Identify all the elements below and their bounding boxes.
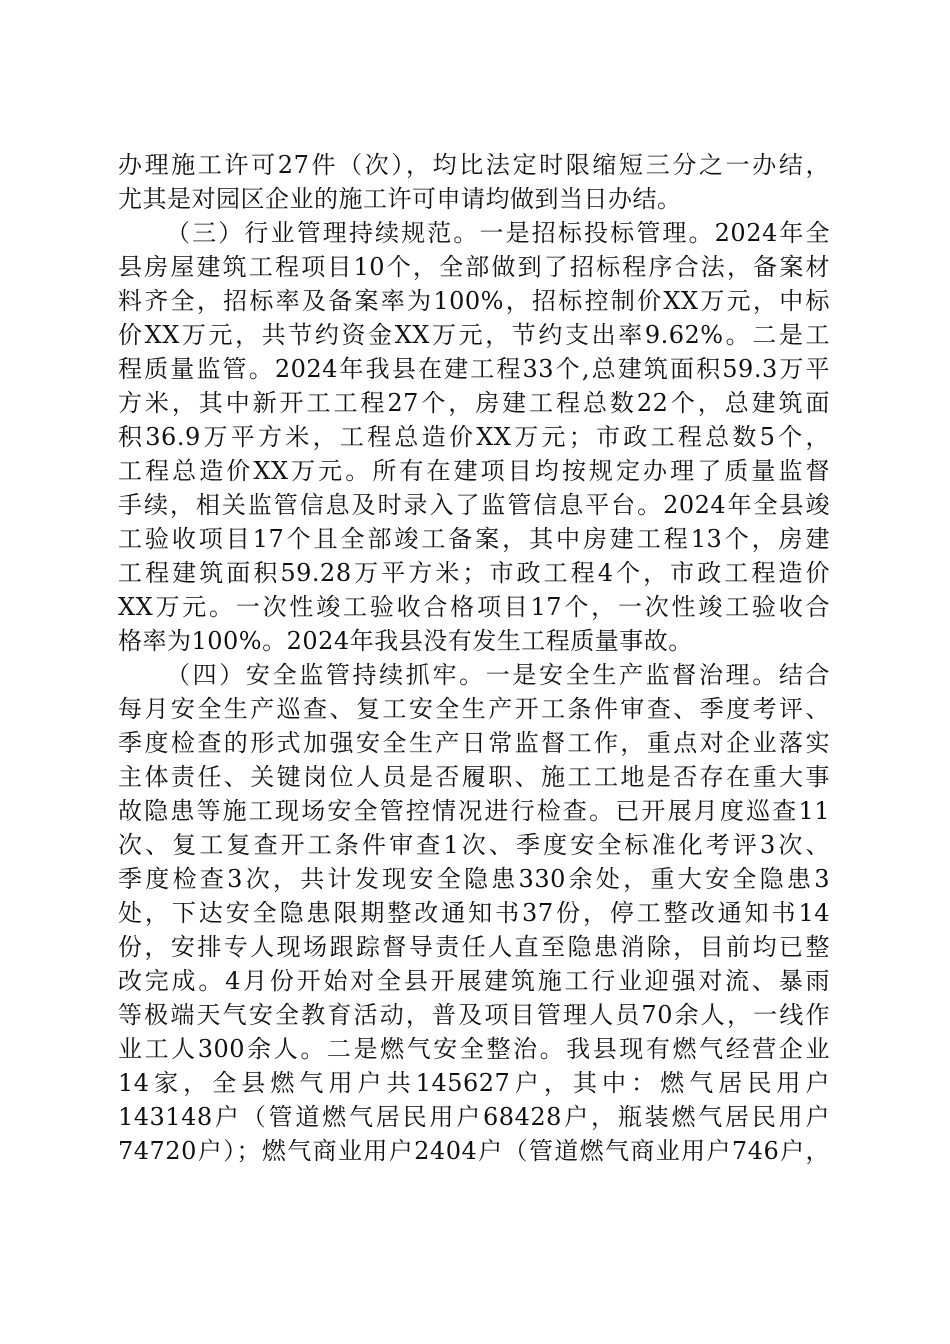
text-line: 故隐患等施工现场安全管控情况进行检查。已开展月度巡查11 [118,797,830,825]
text-line: 价XX万元，共节约资金XX万元，节约支出率9.62%。二是工 [118,321,830,349]
text-line: 格率为100%。2024年我县没有发生工程质量事故。 [118,627,693,655]
section-heading-line: （四）安全监管持续抓牢。一是安全生产监督治理。结合 [166,661,830,689]
text-line: 每月安全生产巡查、复工安全生产开工条件审查、季度考评、 [118,695,830,723]
text-line: 积36.9万平方米，工程总造价XX万元；市政工程总数5个， [118,423,830,451]
text-line: 尤其是对园区企业的施工许可申请均做到当日办结。 [118,185,682,213]
text-line: 14家，全县燃气用户共145627户，其中：燃气居民用户 [118,1069,830,1097]
text-line: 方米，其中新开工工程27个，房建工程总数22个，总建筑面 [118,389,830,417]
text-line: 次、复工复查开工条件审查1次、季度安全标准化考评3次、 [118,831,830,859]
text-line: 74720户）；燃气商业用户2404户（管道燃气商业用户746户， [118,1137,830,1165]
text-line: 业工人300余人。二是燃气安全整治。我县现有燃气经营企业 [118,1035,830,1063]
text-line: 主体责任、关键岗位人员是否履职、施工工地是否存在重大事 [118,763,830,791]
text-line: 143148户（管道燃气居民用户68428户，瓶装燃气居民用户 [118,1103,830,1131]
text-line: 季度检查的形式加强安全生产日常监督工作，重点对企业落实 [118,729,830,757]
text-line: 等极端天气安全教育活动，普及项目管理人员70余人，一线作 [118,1001,830,1029]
document-page [118,148,830,1168]
text-line: 料齐全，招标率及备案率为100%，招标控制价XX万元，中标 [118,287,830,315]
text-line: XX万元。一次性竣工验收合格项目17个，一次性竣工验收合 [118,593,830,621]
text-line: 季度检查3次，共计发现安全隐患330余处，重大安全隐患3 [118,865,830,893]
text-line: 办理施工许可27件（次），均比法定时限缩短三分之一办结， [118,151,830,179]
text-line: 手续，相关监管信息及时录入了监管信息平台。2024年全县竣 [118,491,830,519]
text-line: 改完成。4月份开始对全县开展建筑施工行业迎强对流、暴雨 [118,967,830,995]
text-line: 工程建筑面积59.28万平方米；市政工程4个，市政工程造价 [118,559,830,587]
text-line: 份，安排专人现场跟踪督导责任人直至隐患消除，目前均已整 [118,933,830,961]
text-line: 程质量监管。2024年我县在建工程33个,总建筑面积59.3万平 [118,355,830,383]
text-line: 县房屋建筑工程项目10个，全部做到了招标程序合法，备案材 [118,253,830,281]
section-heading-line: （三）行业管理持续规范。一是招标投标管理。2024年全 [166,219,830,247]
text-line: 工验收项目17个且全部竣工备案，其中房建工程13个，房建 [118,525,830,553]
text-line: 工程总造价XX万元。所有在建项目均按规定办理了质量监督 [118,457,830,485]
text-line: 处，下达安全隐患限期整改通知书37份，停工整改通知书14 [118,899,830,927]
